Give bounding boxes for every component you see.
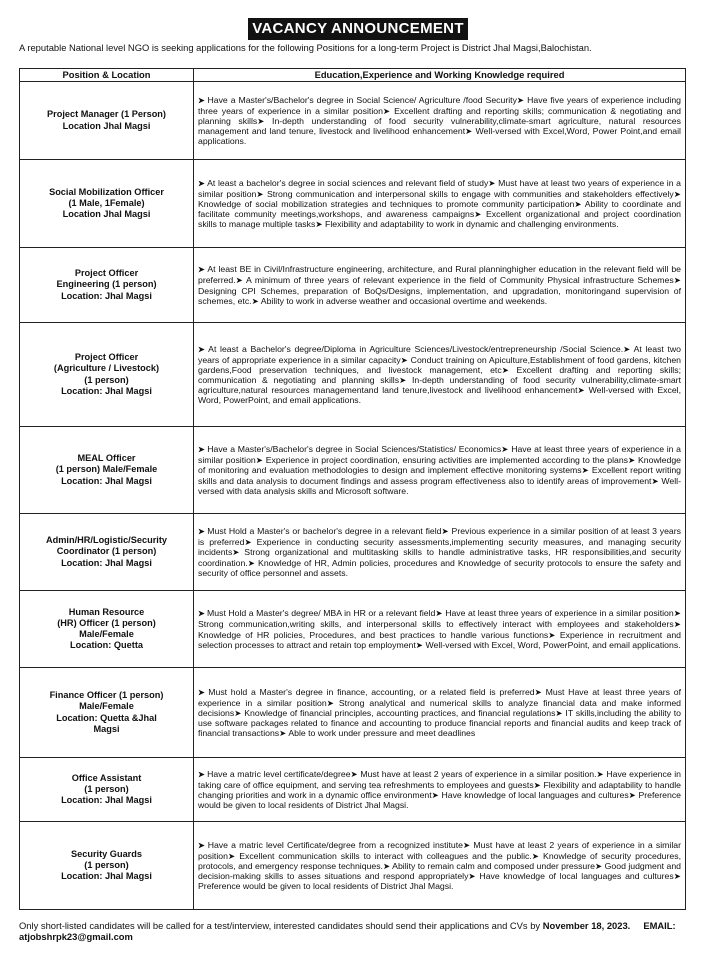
requirements-text: Have a matric level certificate/degree➤ Must have at least 2 years of experience in a similar position.➤ Have experience in taking care of office equipment, and serving tea refreshments to employees and guests➤ Flexibility and adaptability to handle changing priorities and work in a dynamic office environment➤ Have knowledge of local languages and cultures➤ Preference would be given to local residents of District Jhal Magsi. xyxy=(198,768,681,811)
arrow-bullet-icon: ➤ xyxy=(198,178,208,188)
table-row xyxy=(20,758,686,822)
position-line: Location: Quetta &Jhal xyxy=(56,712,157,723)
requirements-text: Must Hold a Master's or bachelor's degree in a relevant field➤ Previous experience in a similar position of at least 3 years is preferred➤ Experience in conducting security assessments,implementing security measures, and managing security incidents➤ Strong organizational and multitasking skills to handle administrative tasks, HR responsibilities,and security coordination.➤ Knowledge of HR, Admin policies, procedures and Knowledge of security protocols to ensure the safety and security of office personnel and assets. xyxy=(198,526,681,578)
requirements-cell xyxy=(194,427,686,514)
position-line: Location Jhal Magsi xyxy=(62,209,151,220)
requirements-text: Must Hold a Master's degree/ MBA in HR or a relevant field➤ Have at least three years of experience in a similar position➤ Strong communication,writing skills, and interpersonal skills to effectively interact with employees and stakeholders➤ Knowledge of HR policies, Procedures, and best practices to handle various functions➤ Experience in recruitment and selection processes to attract and retain top employment➤ Well-versed with Excel, Word, PowerPoint, and email applications. xyxy=(198,608,681,650)
table-row xyxy=(20,591,686,668)
arrow-bullet-icon: ➤ xyxy=(198,609,208,619)
position-line: Project Officer xyxy=(74,352,139,363)
position-line: Location: Jhal Magsi xyxy=(61,795,152,806)
arrow-bullet-icon: ➤ xyxy=(198,840,208,850)
arrow-bullet-icon: ➤ xyxy=(198,265,208,275)
requirements-text: Have a matric level Certificate/degree from a recognized institute➤ Must have at least 2 years of experience in a similar position➤ Excellent communication skills to interact with colleagues and the public.➤ Knowledge of security procedures, protocols, and emergency response techniques.➤ Ability to remain calm and composed under pressure➤ Good judgment and decision-making skills to asses situations and respond appropriately➤ Have knowledge of local languages and cultures➤ Preference would be given to local residents of District Jhal Magsi. xyxy=(198,839,681,892)
requirements-cell xyxy=(194,323,686,427)
requirements-text: Have a Master's/Bachelor's degree in Social Science/ Agriculture /food Security➤ Have five years of experience including three years of experience in a similar position➤ Excellent drafting and reporting skills; communication & negotiating and planning skills➤ In-depth understanding of food security vulnerability,climate-smart agriculture, natural resources management and land tenure, livestock and livelihood enhancement➤ Well-versed with Excel,Word, Power Point,and email applications. xyxy=(198,94,681,147)
page-title: VACANCY ANNOUNCEMENT xyxy=(248,18,468,40)
requirements-text: At least BE in Civil/Infrastructure engineering, architecture, and Rural planninghigher education in the relevant field will be preferred.➤ A minimum of three years of relevant experience in the field of Community Physical infrastructure Schemes➤ Designing CPI Schemes, preparation of BoQs/Designs, implementation, and upgradation, monitoringand supervision of schemes, etc.➤ Ability to work in adverse weather and occasional overtime and weekends. xyxy=(198,264,681,306)
position-line: (HR) Officer (1 person) xyxy=(57,617,156,628)
table-row xyxy=(20,427,686,514)
intro-text: A reputable National level NGO is seeking applications for the following Positions for a long-term Project is District Jhal Magsi,Balochistan. xyxy=(19,42,592,53)
arrow-bullet-icon: ➤ xyxy=(198,445,208,455)
position-line: Location: Jhal Magsi xyxy=(61,385,152,396)
requirements-cell xyxy=(194,591,686,668)
position-line: Security Guards xyxy=(71,848,142,859)
position-line: Location: Jhal Magsi xyxy=(61,290,152,301)
position-cell xyxy=(20,591,194,668)
column-header-position: Position & Location xyxy=(20,69,194,82)
position-line: Office Assistant xyxy=(71,772,142,783)
position-cell xyxy=(20,514,194,591)
requirements-cell xyxy=(194,160,686,248)
table-row xyxy=(20,248,686,323)
position-cell xyxy=(20,822,194,910)
position-cell xyxy=(20,160,194,248)
arrow-bullet-icon: ➤ xyxy=(198,769,208,779)
position-cell xyxy=(20,758,194,822)
arrow-bullet-icon: ➤ xyxy=(198,344,209,354)
position-line: (1 person) xyxy=(84,783,129,794)
position-line: (1 person) xyxy=(84,374,129,385)
table-row xyxy=(20,822,686,910)
table-row xyxy=(20,668,686,758)
footer-note: Only short-listed candidates will be called for a test/interview, interested candidates should send their applications and CVs by xyxy=(19,920,541,931)
position-line: MEAL Officer xyxy=(77,453,136,464)
table-row xyxy=(20,514,686,591)
table-header-row xyxy=(20,69,686,82)
position-cell xyxy=(20,668,194,758)
table-row xyxy=(20,160,686,248)
position-cell xyxy=(20,427,194,514)
position-line: Human Resource xyxy=(68,606,145,617)
footer xyxy=(19,920,687,942)
table-row xyxy=(20,323,686,427)
contact-email-link[interactable]: atjobshrpk23@gmail.com xyxy=(19,931,133,942)
arrow-bullet-icon: ➤ xyxy=(198,687,209,697)
position-line: (Agriculture / Livestock) xyxy=(53,363,160,374)
requirements-cell xyxy=(194,514,686,591)
position-line: Engineering (1 person) xyxy=(56,279,157,290)
deadline-date: November 18, 2023. xyxy=(542,920,631,931)
position-line: Coordinator (1 person) xyxy=(56,546,157,557)
position-line: Male/Female xyxy=(79,701,134,712)
position-line: (1 person) xyxy=(84,859,129,870)
requirements-text: At least a Bachelor's degree/Diploma in Agriculture Sciences/Livestock/entrepreneurship /Social Science.➤ At least two years of appropriate experience in a similar capacity➤ Conduct training on Apiculture,Establishment of food gardens, kitchen gardens,Food preservation techniques, and livestock management, etc➤ Excellent drafting and reporting skills; communication & negotiating and planning skills➤ In-depth understanding of food security vulnerability,climate-smart agriculture,natural resources managementand land tenure,livestock and livelihood enhancement➤ Well-versed with Excel, Word, PowerPoint, and email applications. xyxy=(198,343,681,406)
arrow-bullet-icon: ➤ xyxy=(198,95,208,105)
position-line: Location Jhal Magsi xyxy=(62,120,151,131)
position-line: Magsi xyxy=(93,723,120,734)
requirements-cell xyxy=(194,822,686,910)
requirements-cell xyxy=(194,82,686,160)
position-line: (1 person) Male/Female xyxy=(55,464,158,475)
position-cell xyxy=(20,248,194,323)
position-line: Project Officer xyxy=(74,268,139,279)
position-line: Male/Female xyxy=(79,629,134,639)
table-row xyxy=(20,82,686,160)
requirements-text: Have a Master's/Bachelor's degree in Social Sciences/Statistics/ Economics➤ Have at least three years of experience in a similar position➤ Experience in project coordination, ensuring activities are implemented according to the plans➤ Knowledge of monitoring and evaluation methodologies to design and implement effective monitoring systems➤ Excellent report writing skills and data analysis to document findings and assess program effectiveness also to identify areas of improvement➤ Well-versed with data analysis skills and Microsoft software. xyxy=(198,444,681,496)
requirements-cell xyxy=(194,758,686,822)
requirements-cell xyxy=(194,668,686,758)
requirements-cell xyxy=(194,248,686,323)
position-line: Location: Jhal Magsi xyxy=(61,557,152,568)
vacancy-table xyxy=(19,68,686,910)
position-line: Social Mobilization Officer xyxy=(49,186,164,197)
position-line: (1 Male, 1Female) xyxy=(68,197,145,208)
position-line: Location: Jhal Magsi xyxy=(61,475,152,486)
position-cell xyxy=(20,82,194,160)
position-line: Location: Quetta xyxy=(70,640,143,651)
requirements-text: At least a bachelor's degree in social sciences and relevant field of study➤ Must have at least two years of experience in a similar position➤ Strong communication and interpersonal skills to engage with communities and stakeholders effectively➤ Knowledge of social mobilization strategies and techniques to promote community participation➤ Ability to coordinate and facilitate community meetings,workshops, and awareness campaigns➤ Excellent organizational and project coordination skills to manage multiple tasks➤ Flexibility and adaptability to work in dynamic and challenging environments. xyxy=(198,177,681,230)
position-line: Admin/HR/Logistic/Security xyxy=(46,535,167,546)
email-label: EMAIL: xyxy=(643,920,676,931)
requirements-text: Must hold a Master's degree in finance, accounting, or a related field is preferred➤ Must Have at least three years of experience in a similar position➤ Strong analytical and numerical skills to analyze financial data and make informed decisions➤ Knowledge of financial principles, accounting practices, and financial regulations➤ IT skills,including the ability to use software packages related to finance and accounting to produce financial reports and financial audits and keep track of financial transactions➤ Able to work under pressure and meet deadlines xyxy=(198,686,681,739)
column-header-requirements: Education,Experience and Working Knowledge required xyxy=(194,69,686,82)
position-line: Project Manager (1 Person) xyxy=(47,109,166,120)
position-line: Location: Jhal Magsi xyxy=(61,871,152,882)
position-cell xyxy=(20,323,194,427)
arrow-bullet-icon: ➤ xyxy=(198,527,208,537)
position-line: Finance Officer (1 person) xyxy=(49,690,164,701)
